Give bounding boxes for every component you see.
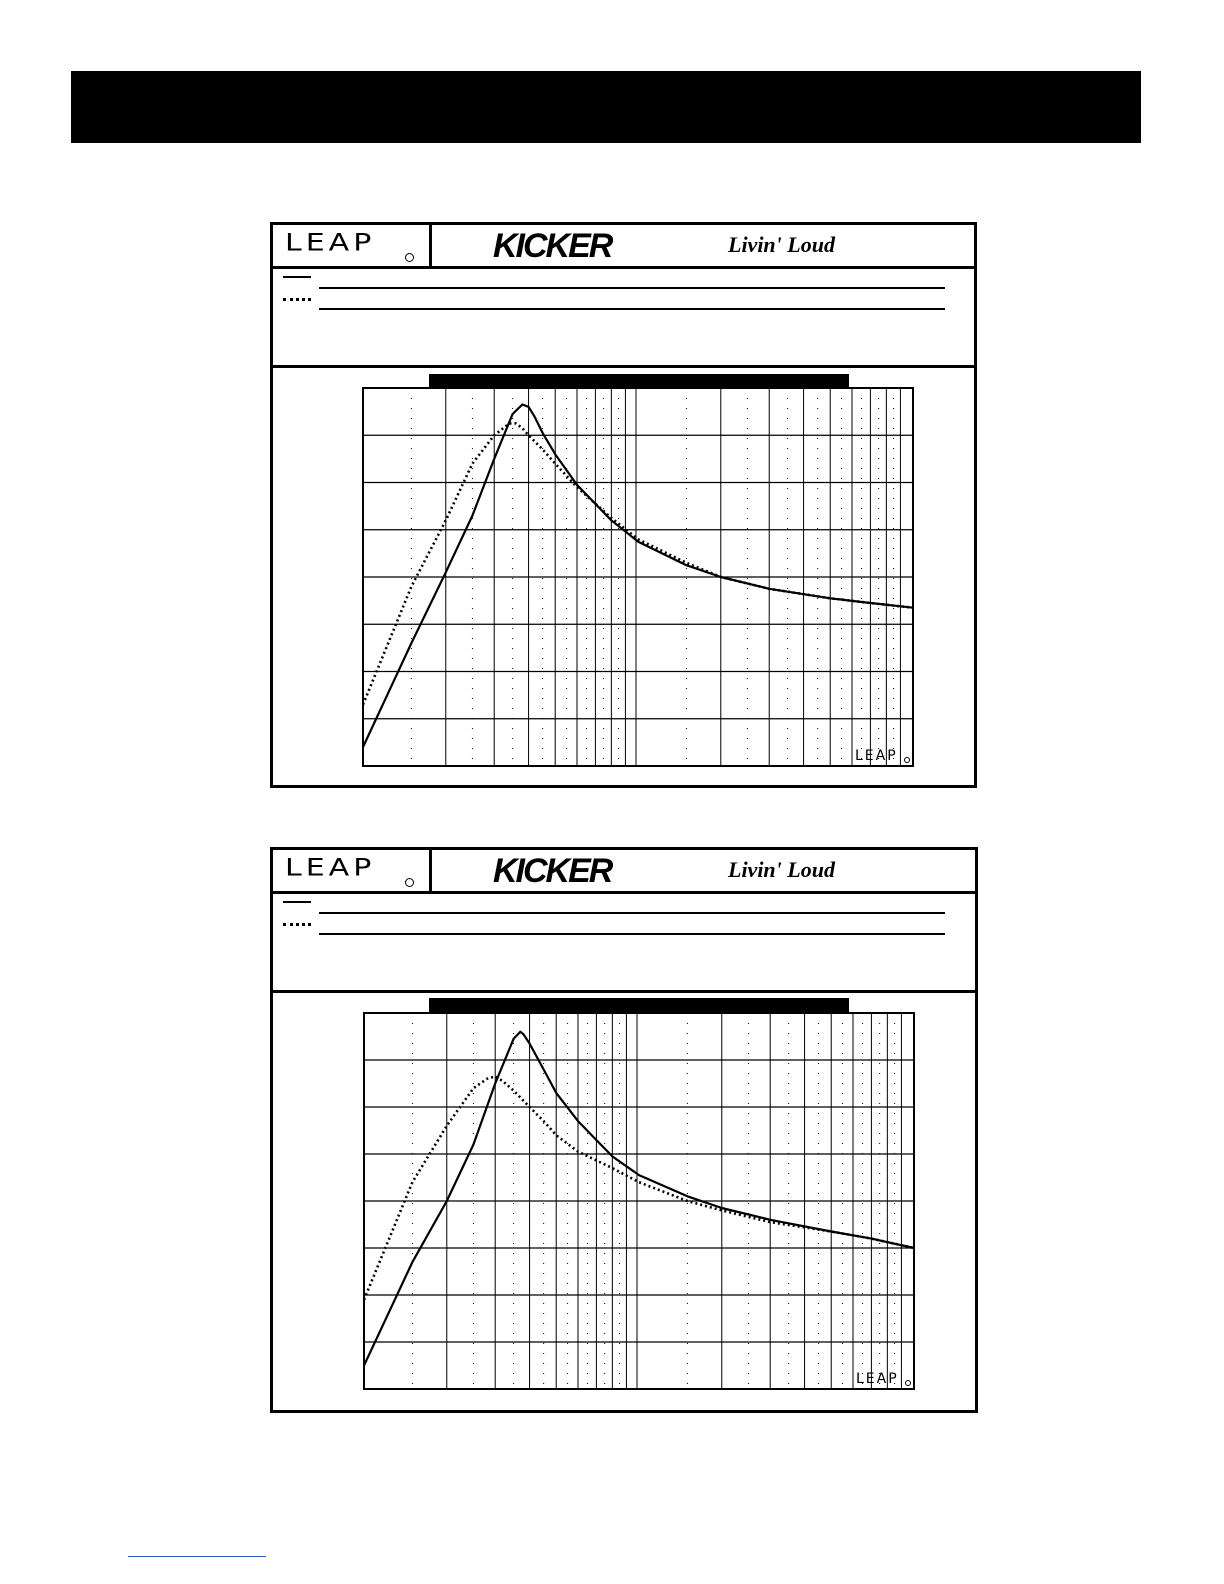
livin-loud-logo: Livin' Loud xyxy=(728,857,835,882)
registered-mark-icon xyxy=(905,758,910,763)
leap-logo: LEAP xyxy=(285,229,376,257)
registered-mark-icon xyxy=(906,1381,911,1386)
livin-loud-logo: Livin' Loud xyxy=(728,232,835,257)
chart-panel-2 xyxy=(270,847,978,1413)
leap-logo: LEAP xyxy=(285,854,376,882)
footer-link-underline[interactable] xyxy=(128,1556,266,1557)
leap-watermark-logo: LEAP xyxy=(856,1371,899,1387)
chart-panel-1 xyxy=(270,222,977,788)
kicker-logo: KICKER xyxy=(493,227,612,265)
response-chart-1 xyxy=(273,225,974,785)
leap-watermark-logo: LEAP xyxy=(855,748,898,764)
kicker-logo: KICKER xyxy=(493,852,612,890)
top-header-bar xyxy=(71,71,1141,143)
response-chart-2 xyxy=(273,850,975,1410)
